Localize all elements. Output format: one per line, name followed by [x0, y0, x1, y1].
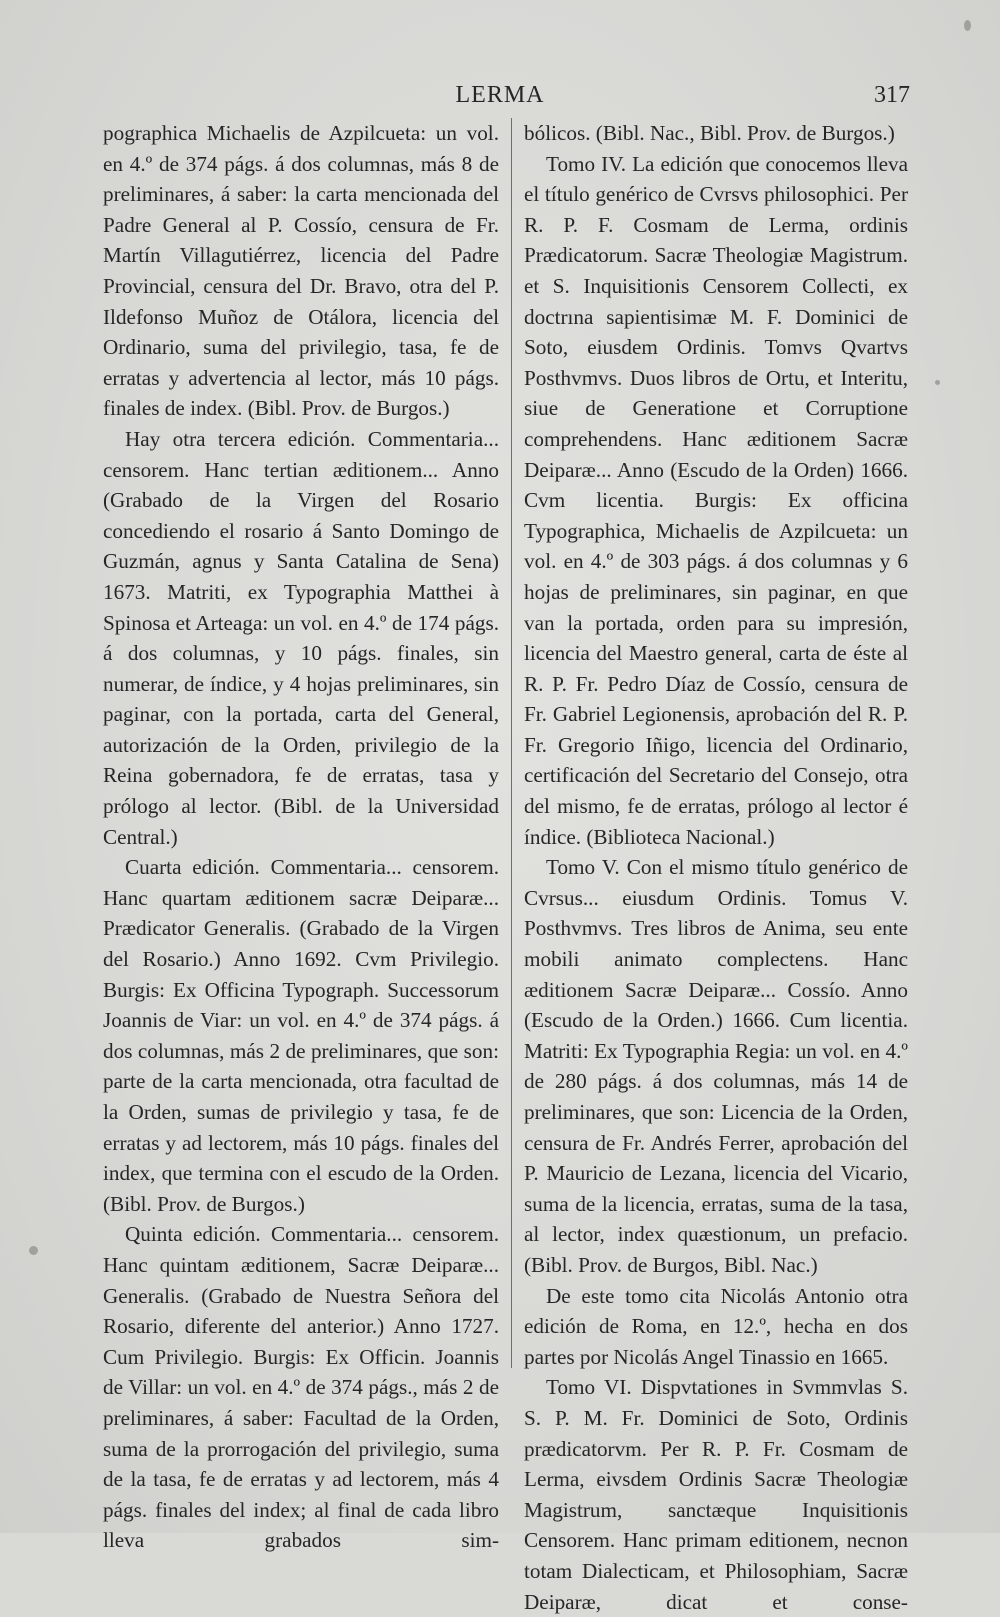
column-divider	[511, 118, 512, 1368]
paragraph: Cuarta edición. Commentaria... censorem. Hanc quartam æditionem sacræ Deiparæ... Prædicator Generalis. (Grabado de la Virgen del Rosario.) Anno 1692. Cvm Privilegio. Burgis: Ex Officina Typograph. Successorum Joannis de Viar: un vol. en 4.º de 374 págs. á dos columnas, más 2 de preliminares, que son: parte de la carta mencionada, otra facultad de la Orden, sumas de privilegio y tasa, fe de erratas y ad lectorem, más 10 págs. finales del index, que termina con el escudo de la Orden. (Bibl. Prov. de Burgos.)	[103, 855, 499, 1216]
paragraph: Tomo VI. Dispvtationes in Svmmvlas S. S. P. M. Fr. Dominici de Soto, Ordinis prædicatorvm. Per R. P. Fr. Cosmam de Lerma, eivsdem Ordinis Sacræ Theologiæ Magistrum, sanctæque Inquisitionis Censorem. Hanc primam editionem, necnon totam Dialecticam, et Philosophiam, Sacræ Deiparæ, dicat et conse-	[524, 1375, 908, 1614]
running-header: LERMA	[455, 82, 545, 108]
right-column	[524, 118, 908, 1617]
paragraph: pographica Michaelis de Azpilcueta: un vol. en 4.º de 374 págs. á dos columnas, más 8 de preliminares, á saber: la carta mencionada del Padre General al P. Cossío, censura de Fr. Martín Villagutiérrez, licencia del Padre Provincial, censura del Dr. Bravo, otra del P. Ildefonso Muñoz de Otálora, licencia del Ordinario, suma del privilegio, tasa, fe de erratas y advertencia al lector, más 10 págs. finales de index. (Bibl. Prov. de Burgos.)	[103, 121, 499, 421]
ink-spot	[964, 20, 971, 31]
paragraph: Hay otra tercera edición. Commentaria... censorem. Hanc tertian æditionem... Anno (Grabado de la Virgen del Rosario concediendo el rosario á Santo Domingo de Guzmán, agnus y Santa Catalina de Sena) 1673. Matriti, ex Typographia Matthei à Spinosa et Arteaga: un vol. en 4.º de 174 págs. á dos columnas, y 10 págs. finales, sin numerar, de índice, y 4 hojas preliminares, sin paginar, con la portada, carta del General, autorización de la Orden, privilegio de la Reina gobernadora, fe de erratas, tasa y prólogo al lector. (Bibl. de la Universidad Central.)	[103, 426, 499, 849]
paragraph: Tomo V. Con el mismo título genérico de Cvrsus... eiusdum Ordinis. Tomus V. Posthvmvs. Tres libros de Anima, seu ente mobili animato complectens. Hanc æditionem Sacræ Deiparæ... Cossío. Anno (Escudo de la Orden.) 1666. Cum licentia. Matriti: Ex Typographia Regia: un vol. en 4.º de 280 págs. á dos columnas, más 14 de preliminares, que son: Licencia de la Orden, censura de Fr. Andrés Ferrer, aprobación del P. Mauricio de Lezana, licencia del Vicario, suma de la licencia, erratas, suma de la tasa, al lector, index quæstionum, un prefacio. (Bibl. Prov. de Burgos, Bibl. Nac.)	[524, 855, 908, 1277]
paragraph: De este tomo cita Nicolás Antonio otra edición de Roma, en 12.º, hecha en dos partes por Nicolás Angel Tinassio en 1665.	[524, 1283, 908, 1369]
ink-spot	[935, 380, 940, 385]
ink-spot	[29, 1246, 38, 1255]
page-number: 317	[874, 82, 910, 108]
paragraph: bólicos. (Bibl. Nac., Bibl. Prov. de Burgos.)	[524, 121, 895, 145]
paragraph: Tomo IV. La edición que conocemos lleva el título genérico de Cvrsvs philosophici. Per R. P. F. Cosmam de Lerma, ordinis Prædicatorum. Sacræ Theologiæ Magistrum. et S. Inquisitionis Censorem Collecti, ex doctrına sapientisimæ M. F. Dominici de Soto, eiusdem Ordinis. Tomvs Qvartvs Posthvmvs. Duos libros de Ortu, et Interitu, siue de Generatione et Corruptione comprehendens. Hanc æditionem Sacræ Deiparæ... Anno (Escudo de la Orden) 1666. Cvm licentia. Burgis: Ex officina Typographica, Michaelis de Azpilcueta: un vol. en 4.º de 303 págs. á dos columnas y 6 hojas de preliminares, sin paginar, en que van la portada, orden para su impresión, licencia del Maestro general, carta de éste al R. P. Fr. Pedro Díaz de Cossío, censura de Fr. Gabriel Legionensis, aprobación del R. P. Fr. Gregorio Iñigo, licencia del Ordinario, certificación del Secretario del Consejo, otra del mismo, fe de erratas, prólogo al lector é índice. (Biblioteca Nacional.)	[524, 151, 908, 849]
paragraph: Quinta edición. Commentaria... censorem. Hanc quintam æditionem, Sacræ Deiparæ... Generalis. (Grabado de Nuestra Señora del Rosario, diferente del anterior.) Anno 1727. Cum Privilegio. Burgis: Ex Officin. Joannis de Villar: un vol. en 4.º de 374 págs., más 2 de preliminares, á saber: Facultad de la Orden, suma de la prorrogación del privilegio, suma de la tasa, fe de erratas y ad lectorem, más 4 págs. finales del index; al final de cada libro lleva grabados sim-	[103, 1222, 499, 1553]
left-column	[103, 118, 499, 1556]
